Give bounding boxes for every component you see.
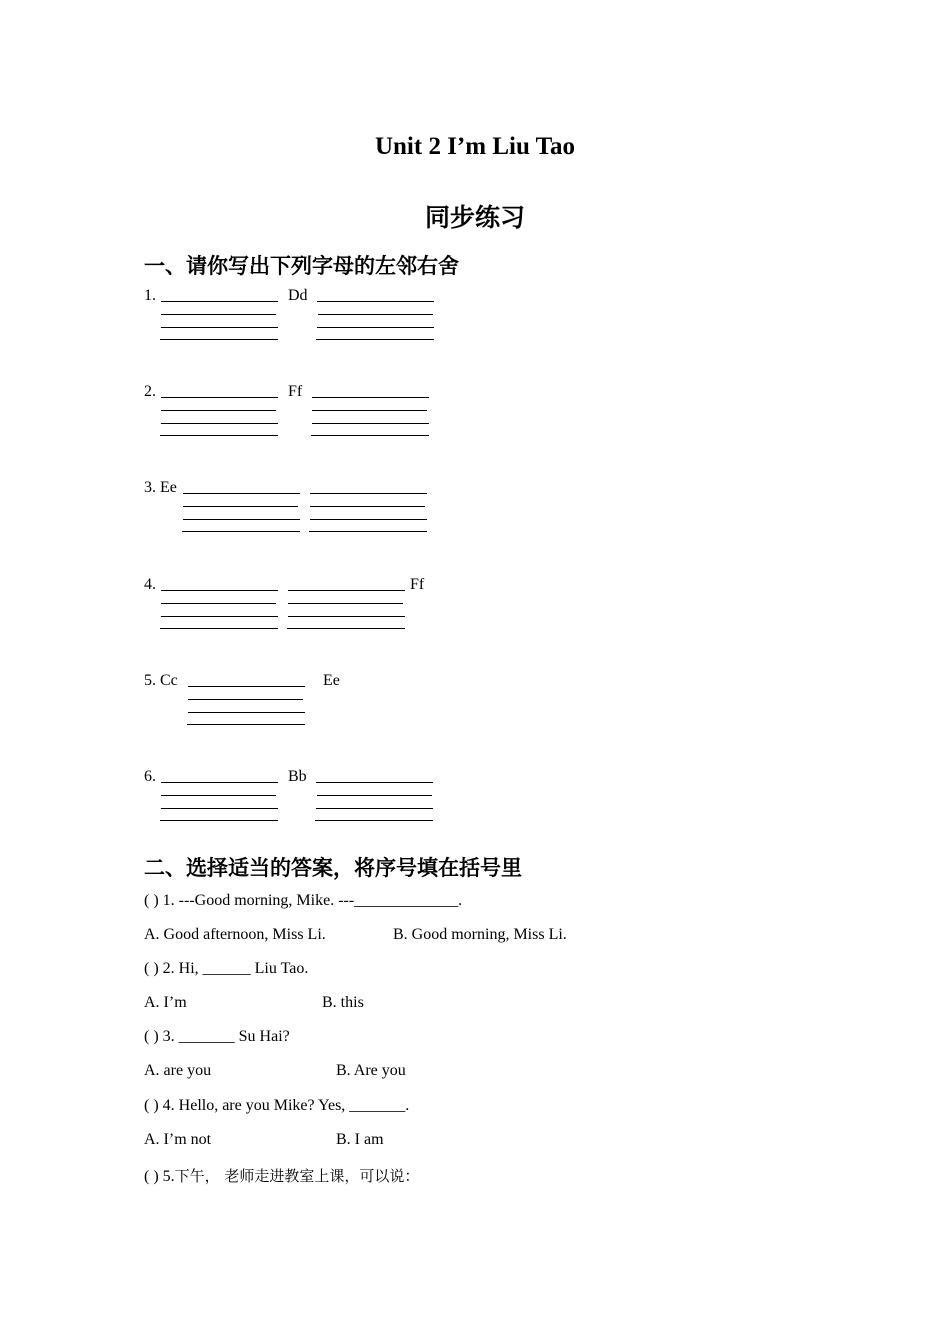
blank-line[interactable] (188, 712, 305, 713)
question-5-number: ( ) 5. (144, 1168, 175, 1185)
blank-line[interactable] (160, 339, 278, 340)
question-4-option-b: B. I am (336, 1131, 384, 1148)
blank-line[interactable] (161, 782, 278, 783)
question-4: ( ) 4. Hello, are you Mike? Yes, _______. (144, 1097, 410, 1114)
blank-line[interactable] (161, 327, 278, 328)
blank-line[interactable] (161, 397, 278, 398)
item-number: 1. (144, 287, 156, 304)
item-number: 5. Cc (144, 672, 178, 689)
given-letter: Bb (288, 768, 307, 785)
blank-line[interactable] (317, 301, 434, 302)
blank-line[interactable] (312, 423, 429, 424)
blank-line[interactable] (317, 795, 432, 796)
blank-line[interactable] (161, 603, 276, 604)
question-1-option-a: A. Good afternoon, Miss Li. (144, 926, 326, 943)
blank-line[interactable] (312, 410, 427, 411)
blank-line[interactable] (188, 699, 303, 700)
question-4-option-a: A. I’m not (144, 1131, 212, 1148)
item-number: 4. (144, 576, 156, 593)
blank-line[interactable] (318, 314, 433, 315)
given-letter: Ff (288, 383, 303, 400)
question-2: ( ) 2. Hi, ______ Liu Tao. (144, 960, 309, 977)
blank-line[interactable] (287, 628, 405, 629)
item-number: 2. (144, 383, 156, 400)
section2-heading: 二、选择适当的答案，将序号填在括号里 (144, 856, 522, 880)
blank-line[interactable] (317, 327, 434, 328)
blank-line[interactable] (161, 410, 276, 411)
blank-line[interactable] (183, 519, 300, 520)
blank-line[interactable] (312, 397, 429, 398)
blank-line[interactable] (288, 590, 405, 591)
question-5 (144, 1165, 419, 1186)
blank-line[interactable] (316, 808, 433, 809)
blank-line[interactable] (161, 808, 278, 809)
blank-line[interactable] (161, 314, 276, 315)
section1-heading: 一、请你写出下列字母的左邻右舍 (144, 254, 459, 278)
given-letter: Dd (288, 287, 308, 304)
blank-line[interactable] (187, 724, 305, 725)
question-3-option-b: B. Are you (336, 1062, 406, 1079)
blank-line[interactable] (160, 628, 278, 629)
blank-line[interactable] (310, 506, 425, 507)
blank-line[interactable] (182, 531, 300, 532)
question-2-option-b: B. this (322, 994, 364, 1011)
blank-line[interactable] (310, 493, 427, 494)
blank-line[interactable] (161, 423, 278, 424)
question-3-option-a: A. are you (144, 1062, 212, 1079)
blank-line[interactable] (311, 435, 429, 436)
blank-line[interactable] (160, 435, 278, 436)
blank-line[interactable] (161, 590, 278, 591)
item-number: 6. (144, 768, 156, 785)
blank-line[interactable] (160, 820, 278, 821)
page-title: Unit 2 I’m Liu Tao (374, 133, 576, 160)
blank-line[interactable] (183, 493, 300, 494)
blank-line[interactable] (288, 616, 405, 617)
given-letter: Ff (410, 576, 425, 593)
blank-line[interactable] (315, 820, 433, 821)
given-letter: Ee (323, 672, 340, 689)
blank-line[interactable] (188, 686, 305, 687)
question-5-text: 下午， 老师走进教室上课，可以说： (174, 1167, 420, 1185)
blank-line[interactable] (310, 519, 427, 520)
blank-line[interactable] (309, 531, 427, 532)
blank-line[interactable] (161, 795, 276, 796)
blank-line[interactable] (316, 782, 433, 783)
blank-line[interactable] (316, 339, 434, 340)
question-1: ( ) 1. ---Good morning, Mike. ---_____________. (144, 892, 463, 909)
blank-line[interactable] (161, 301, 278, 302)
question-2-option-a: A. I’m (144, 994, 187, 1011)
question-3: ( ) 3. _______ Su Hai? (144, 1028, 290, 1045)
page-subtitle: 同步练习 (424, 203, 525, 232)
blank-line[interactable] (183, 506, 298, 507)
item-number: 3. Ee (144, 479, 177, 496)
blank-line[interactable] (161, 616, 278, 617)
question-1-option-b: B. Good morning, Miss Li. (393, 926, 567, 943)
blank-line[interactable] (288, 603, 403, 604)
